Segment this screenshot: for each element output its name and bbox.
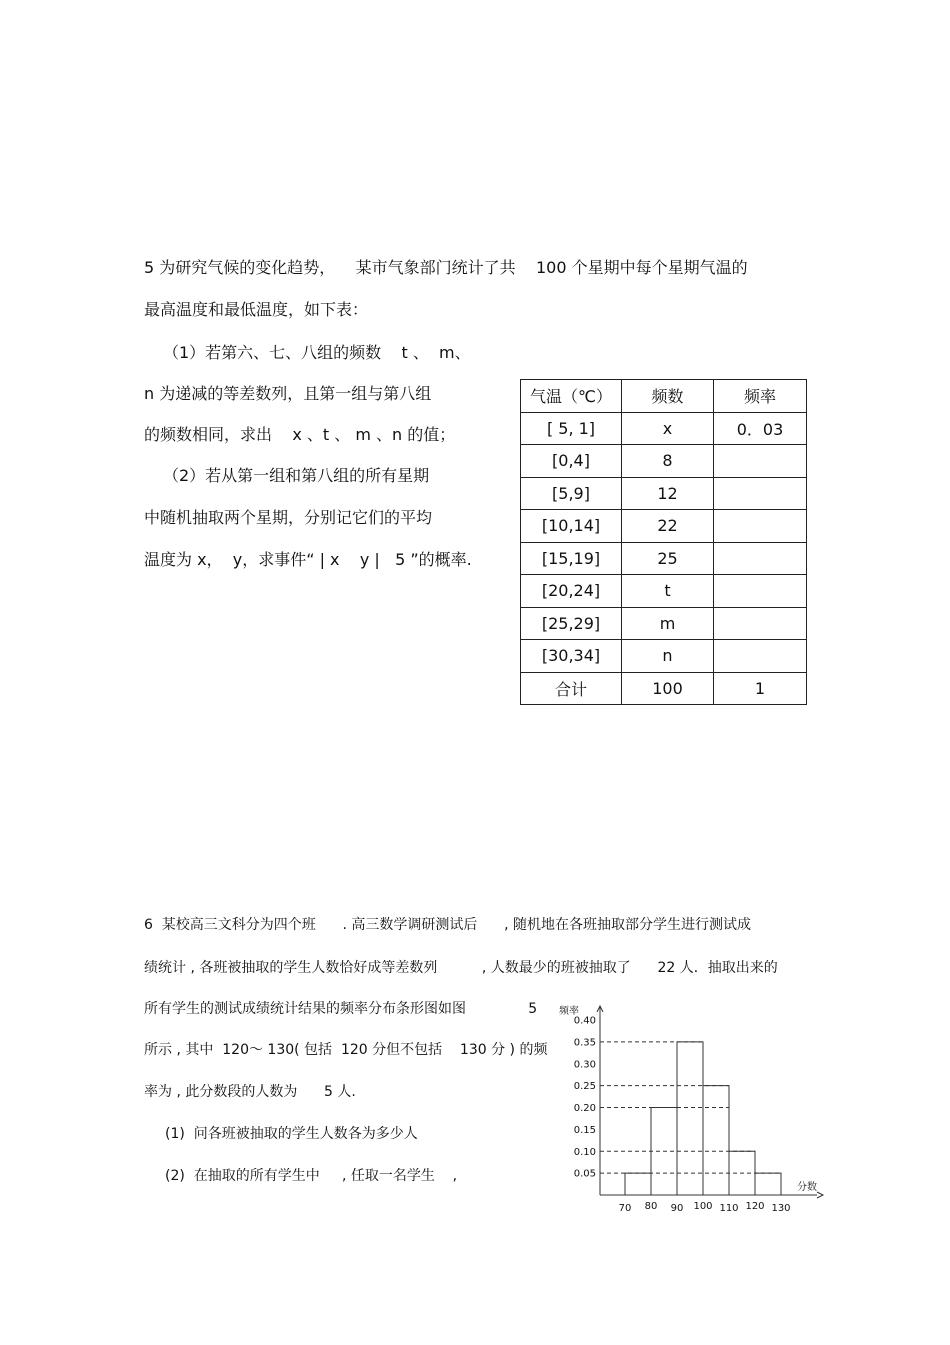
cell-range: [10,14] <box>521 510 622 543</box>
p6-line3: 所有学生的测试成绩统计结果的频率分布条形图如图 5 <box>144 1001 538 1017</box>
histogram-dashed-lines <box>600 1042 781 1173</box>
histogram-bars <box>625 1042 781 1195</box>
p6-line2: 绩统计 , 各班被抽取的学生人数恰好成等差数列 , 人数最少的班被抽取了 22 人．抽取出来的 <box>144 960 778 976</box>
x-axis-label: 分数 <box>797 1182 817 1193</box>
cell-range: [0,4] <box>521 445 622 478</box>
table-row <box>521 542 807 575</box>
y-tick-label: 0.20 <box>573 1103 596 1114</box>
temperature-table <box>520 379 807 705</box>
p5-q2-line2: 中随机抽取两个星期，分别记它们的平均 <box>144 508 433 527</box>
y-tick-label: 0.30 <box>573 1059 596 1071</box>
x-tick-label: 110 <box>719 1203 739 1214</box>
y-tick-label: 0.40 <box>573 1015 596 1027</box>
y-tick-label: 0.15 <box>573 1124 596 1136</box>
p6-q2: (2) 在抽取的所有学生中 , 任取一名学生 , <box>165 1168 458 1184</box>
cell-rate: 0．03 <box>714 412 807 445</box>
table-total-row <box>521 672 807 705</box>
y-axis-label: 频率 <box>559 1006 579 1017</box>
histogram-bar <box>755 1173 781 1195</box>
cell-range: [ 5, 1] <box>521 412 622 445</box>
cell-rate <box>714 510 807 543</box>
cell-rate <box>714 640 807 673</box>
table-row <box>521 640 807 673</box>
y-tick-label: 0.35 <box>573 1037 596 1049</box>
cell-count: 12 <box>622 477 714 510</box>
histogram-x-ticks <box>619 1201 791 1214</box>
cell-count: m <box>622 607 714 640</box>
x-tick-label: 130 <box>771 1203 791 1214</box>
cell-count: 100 <box>622 672 714 705</box>
x-tick-label: 90 <box>670 1203 684 1214</box>
histogram-axes <box>597 1006 823 1198</box>
p5-line1: 5 为研究气候的变化趋势， 某市气象部门统计了共 100 个星期中每个星期气温的 <box>144 258 748 277</box>
y-tick-label: 0.10 <box>573 1146 596 1158</box>
x-tick-label: 80 <box>644 1201 658 1212</box>
cell-range: 合计 <box>521 672 622 705</box>
p5-line2: 最高温度和最低温度，如下表： <box>144 300 369 319</box>
cell-rate <box>714 445 807 478</box>
cell-count: 8 <box>622 445 714 478</box>
cell-rate <box>714 477 807 510</box>
cell-count: x <box>622 412 714 445</box>
cell-range: [5,9] <box>521 477 622 510</box>
p5-q1-line2: n 为递减的等差数列，且第一组与第八组 <box>144 384 432 403</box>
x-tick-label: 70 <box>618 1203 632 1214</box>
histogram-bar <box>677 1042 703 1195</box>
cell-range: [30,34] <box>521 640 622 673</box>
cell-rate <box>714 542 807 575</box>
cell-count: 25 <box>622 542 714 575</box>
p6-line1: 6 某校高三文科分为四个班 . 高三数学调研测试后 , 随机地在各班抽取部分学生进行测试成 <box>144 917 752 933</box>
table-row <box>521 445 807 478</box>
histogram-y-ticks <box>574 1016 596 1180</box>
histogram-bar <box>625 1173 651 1195</box>
p5-q2-line1: （2）若从第一组和第八组的所有星期 <box>163 466 430 485</box>
cell-rate: 1 <box>714 672 807 705</box>
x-tick-label: 120 <box>745 1201 765 1212</box>
cell-count: 22 <box>622 510 714 543</box>
p5-q1-line3: 的频数相同，求出 x 、t 、 m 、n 的值； <box>144 425 456 444</box>
p6-q1: (1) 问各班被抽取的学生人数各为多少人 <box>165 1126 418 1142</box>
p5-q1-line1: （1）若第六、七、八组的频数 t 、 m、 <box>163 343 471 362</box>
table-header-row <box>521 380 807 413</box>
cell-range: [15,19] <box>521 542 622 575</box>
table-row <box>521 477 807 510</box>
y-tick-label: 0.05 <box>573 1168 596 1180</box>
header-frequency: 频数 <box>622 380 714 413</box>
cell-count: n <box>622 640 714 673</box>
p5-q2-line3: 温度为 x， y，求事件“ | x y | 5 ”的概率. <box>144 550 472 569</box>
cell-range: [20,24] <box>521 575 622 608</box>
header-rate: 频率 <box>714 380 807 413</box>
frequency-histogram <box>555 1000 835 1230</box>
table-row <box>521 575 807 608</box>
cell-count: t <box>622 575 714 608</box>
table-row <box>521 607 807 640</box>
header-temp: 气温（℃） <box>521 380 622 413</box>
p6-line4: 所示 , 其中 120～ 130( 包括 120 分但不包括 130 分 ) 的频 <box>144 1042 548 1058</box>
histogram-bar <box>703 1086 729 1195</box>
x-tick-label: 100 <box>693 1201 713 1212</box>
cell-range: [25,29] <box>521 607 622 640</box>
y-tick-label: 0.25 <box>573 1081 596 1093</box>
cell-rate <box>714 575 807 608</box>
x-axis-arrow <box>817 1192 823 1198</box>
table-row <box>521 510 807 543</box>
table-row <box>521 412 807 445</box>
cell-rate <box>714 607 807 640</box>
p6-line5: 率为 , 此分数段的人数为 5 人. <box>144 1084 356 1100</box>
